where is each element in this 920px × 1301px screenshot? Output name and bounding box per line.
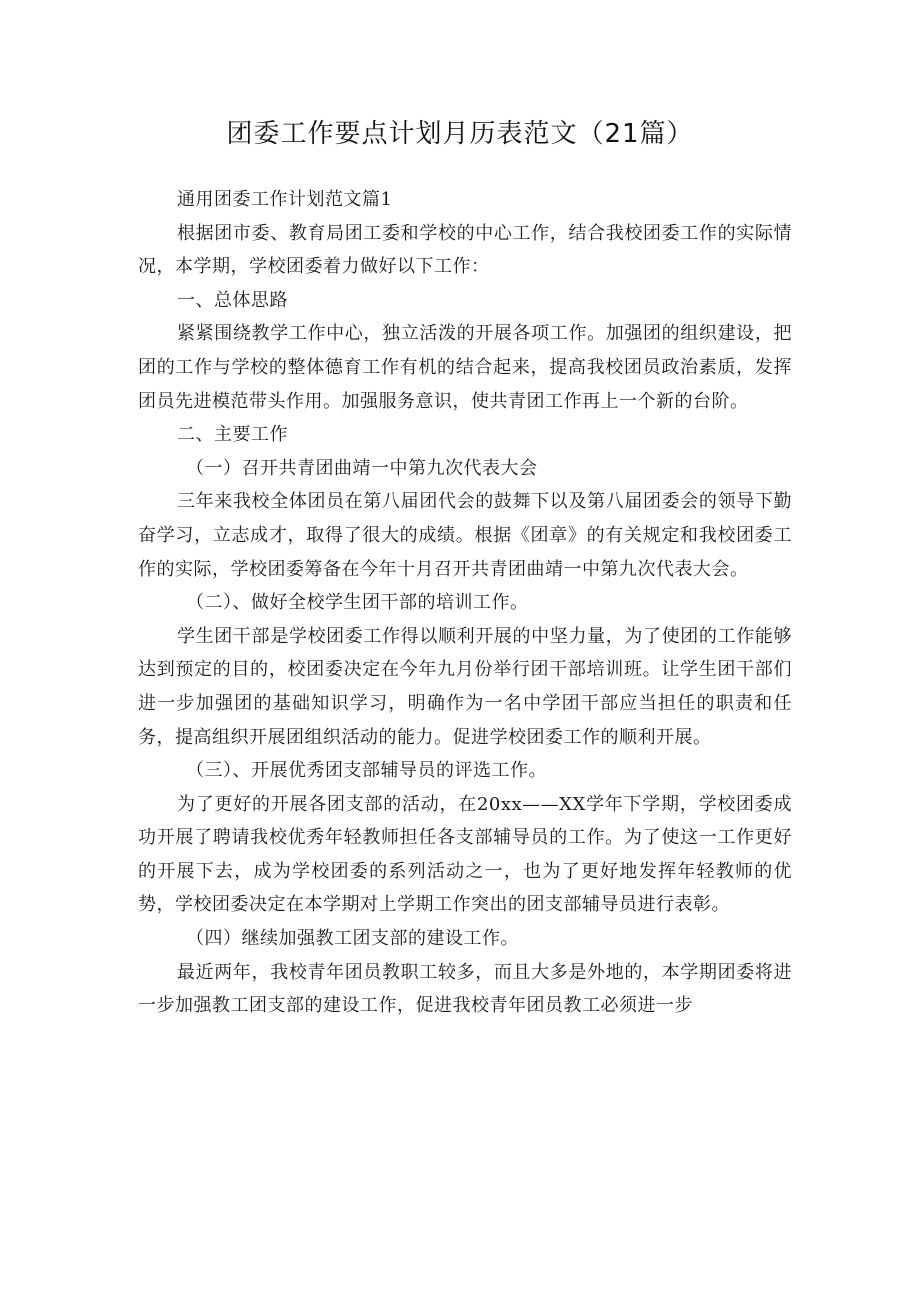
document-body [138, 183, 792, 1023]
paragraph-subheading-4: （四）继续加强教工团支部的建设工作。 [186, 928, 519, 950]
paragraph-heading-main-work: 二、主要工作 [177, 424, 288, 446]
paragraph-subheading-2: （二）、做好全校学生团干部的培训工作。 [186, 592, 529, 614]
paragraph-body-2: 学生团干部是学校团委工作得以顺利开展的中坚力量，为了使团的工作能够达到预定的目的，校团委决定在今年九月份举行团干部培训班。让学生团干部们进一步加强团的基础知识学习，明确作为一名中学团干部应当担任的职责和任务，提高组织开展团组织活动的能力。促进学校团委工作的顺利开展。 [138, 625, 792, 748]
paragraph-heading-overall-idea: 一、总体思路 [177, 289, 288, 311]
paragraph-subheading-3: （三）、开展优秀团支部辅导员的评选工作。 [186, 760, 547, 782]
paragraph-intro: 根据团市委、教育局团工委和学校的中心工作，结合我校团委工作的实际情况，本学期，学校团委着力做好以下工作： [138, 222, 792, 278]
document-title: 团委工作要点计划月历表范文（21篇） [226, 119, 694, 149]
paragraph-section-heading: 通用团委工作计划范文篇1 [177, 189, 393, 210]
paragraph-overall-idea: 紧紧围绕教学工作中心，独立活泼的开展各项工作。加强团的组织建设，把团的工作与学校的整体德育工作有机的结合起来，提高我校团员政治素质，发挥团员先进模范带头作用。加强服务意识，使共青团工作再上一个新的台阶。 [138, 323, 792, 412]
paragraph-subheading-1: （一）召开共青团曲靖一中第九次代表大会 [186, 457, 538, 479]
paragraph-body-3: 为了更好的开展各团支部的活动，在20xx——XX学年下学期，学校团委成功开展了聘请我校优秀年轻教师担任各支部辅导员的工作。为了使这一工作更好的开展下去，成为学校团委的系列活动之一，也为了更好地发挥年轻教师的优势，学校团委决定在本学期对上学期工作突出的团支部辅导员进行表彰。 [138, 793, 792, 916]
paragraph-body-1: 三年来我校全体团员在第八届团代会的鼓舞下以及第八届团委会的领导下勤奋学习，立志成才，取得了很大的成绩。根据《团章》的有关规定和我校团委工作的实际，学校团委筹备在今年十月召开共青团曲靖一中第九次代表大会。 [138, 491, 792, 580]
paragraph-body-4: 最近两年，我校青年团员教职工较多，而且大多是外地的，本学期团委将进一步加强教工团支部的建设工作，促进我校青年团员教工必须进一步 [138, 961, 792, 1017]
